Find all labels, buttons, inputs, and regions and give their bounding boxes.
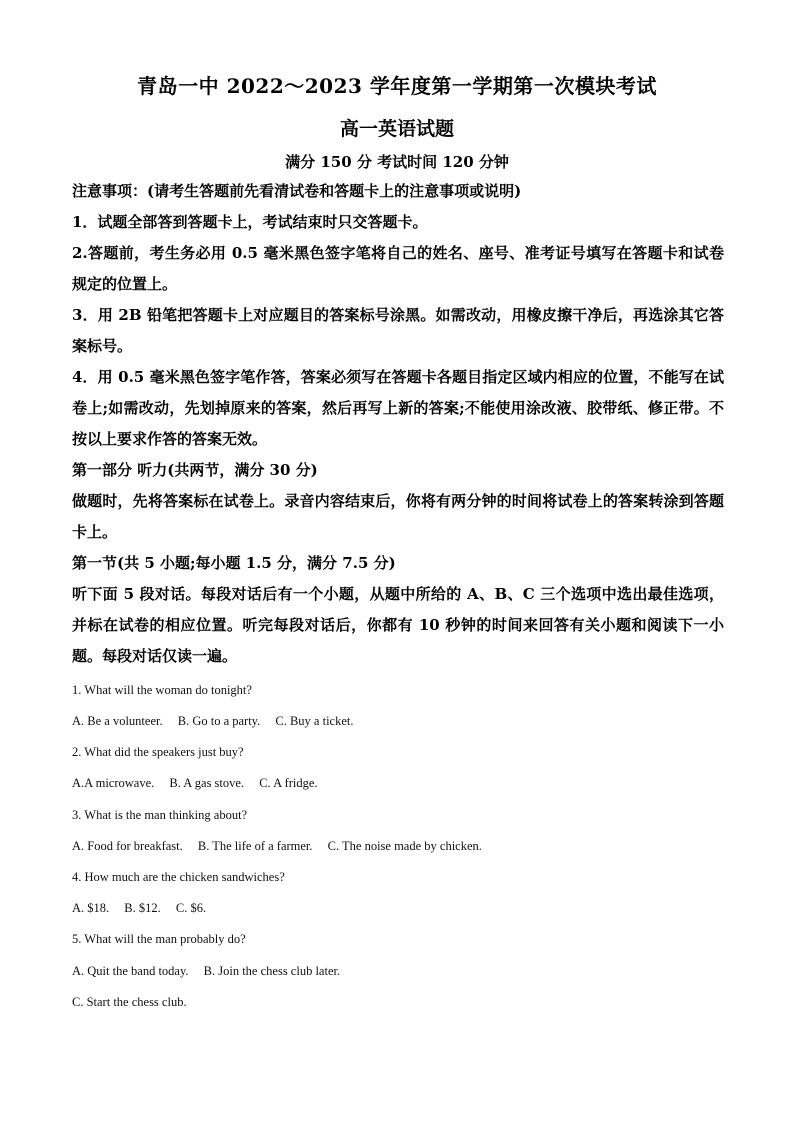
question-5-stem: 5. What will the man probably do?: [72, 932, 246, 946]
question-4-option-b: B. $12.: [124, 901, 161, 915]
question-4-option-c: C. $6.: [175, 901, 207, 915]
question-3-options: [72, 837, 724, 855]
question-2-stem: 2. What did the speakers just buy?: [72, 745, 244, 759]
question-1-option-c: C. Buy a ticket.: [275, 714, 354, 728]
question-5-option-c: C. Start the chess club.: [72, 995, 187, 1009]
question-5-option-b: B. Join the chess club later.: [203, 964, 341, 978]
question-5-options: [72, 962, 724, 980]
exam-subtitle: 高一英语试题: [339, 118, 454, 140]
notice-item-2: 2.答题前，考生务必用 0.5 毫米黑色签字笔将自己的姓名、座号、准考证号填写在答题卡和试卷规定的位置上。: [72, 244, 724, 293]
question-2-option-b: B. A gas stove.: [169, 776, 245, 790]
section1-heading: 第一节(共 5 小题;每小题 1.5 分，满分 7.5 分): [72, 554, 396, 572]
notice-item-3: 3．用 2B 铅笔把答题卡上对应题目的答案标号涂黑。如需改动，用橡皮擦干净后，再选涂其它答案标号。: [72, 306, 724, 355]
question-1-stem: 1. What will the woman do tonight?: [72, 683, 252, 697]
question-1-option-b: B. Go to a party.: [177, 714, 261, 728]
part1-instruction: 做题时，先将答案标在试卷上。录音内容结束后，你将有两分钟的时间将试卷上的答案转涂到答题卡上。: [72, 492, 724, 541]
question-3-option-a: A. Food for breakfast.: [72, 839, 183, 853]
question-2-option-a: A.A microwave.: [72, 776, 155, 790]
question-3-stem: 3. What is the man thinking about?: [72, 808, 248, 822]
question-5-option-a: A. Quit the band today.: [72, 964, 189, 978]
question-4-option-a: A. $18.: [72, 901, 110, 915]
question-2-options: [72, 774, 724, 792]
notice-item-1: 1．试题全部答到答题卡上，考试结束时只交答题卡。: [72, 213, 428, 231]
section1-instruction: 听下面 5 段对话。每段对话后有一个小题，从题中所给的 A、B、C 三个选项中选出最佳选项，并标在试卷的相应位置。听完每段对话后，你都有 10 秒钟的时间来回答有关小题和阅读下一小题。每段对话仅读一遍。: [72, 585, 724, 665]
part1-heading: 第一部分 听力(共两节，满分 30 分): [72, 461, 318, 479]
exam-title: 青岛一中 2022～2023 学年度第一学期第一次模块考试: [137, 74, 657, 98]
question-4-stem: 4. How much are the chicken sandwiches?: [72, 870, 285, 884]
exam-info: 满分 150 分 考试时间 120 分钟: [285, 153, 509, 171]
question-1-option-a: A. Be a volunteer.: [72, 714, 163, 728]
question-3-option-b: B. The life of a farmer.: [197, 839, 313, 853]
notice-heading: 注意事项：(请考生答题前先看清试卷和答题卡上的注意事项或说明): [72, 182, 522, 200]
notice-item-4: 4．用 0.5 毫米黑色签字笔作答，答案必须写在答题卡各题目指定区域内相应的位置，不能写在试卷上;如需改动，先划掉原来的答案，然后再写上新的答案;不能使用涂改液、胶带纸、修正带。不按以上要求作答的答案无效。: [72, 368, 724, 448]
question-1-options: [72, 712, 724, 730]
question-3-option-c: C. The noise made by chicken.: [327, 839, 482, 853]
question-2-option-c: C. A fridge.: [259, 776, 318, 790]
question-4-options: [72, 899, 724, 917]
